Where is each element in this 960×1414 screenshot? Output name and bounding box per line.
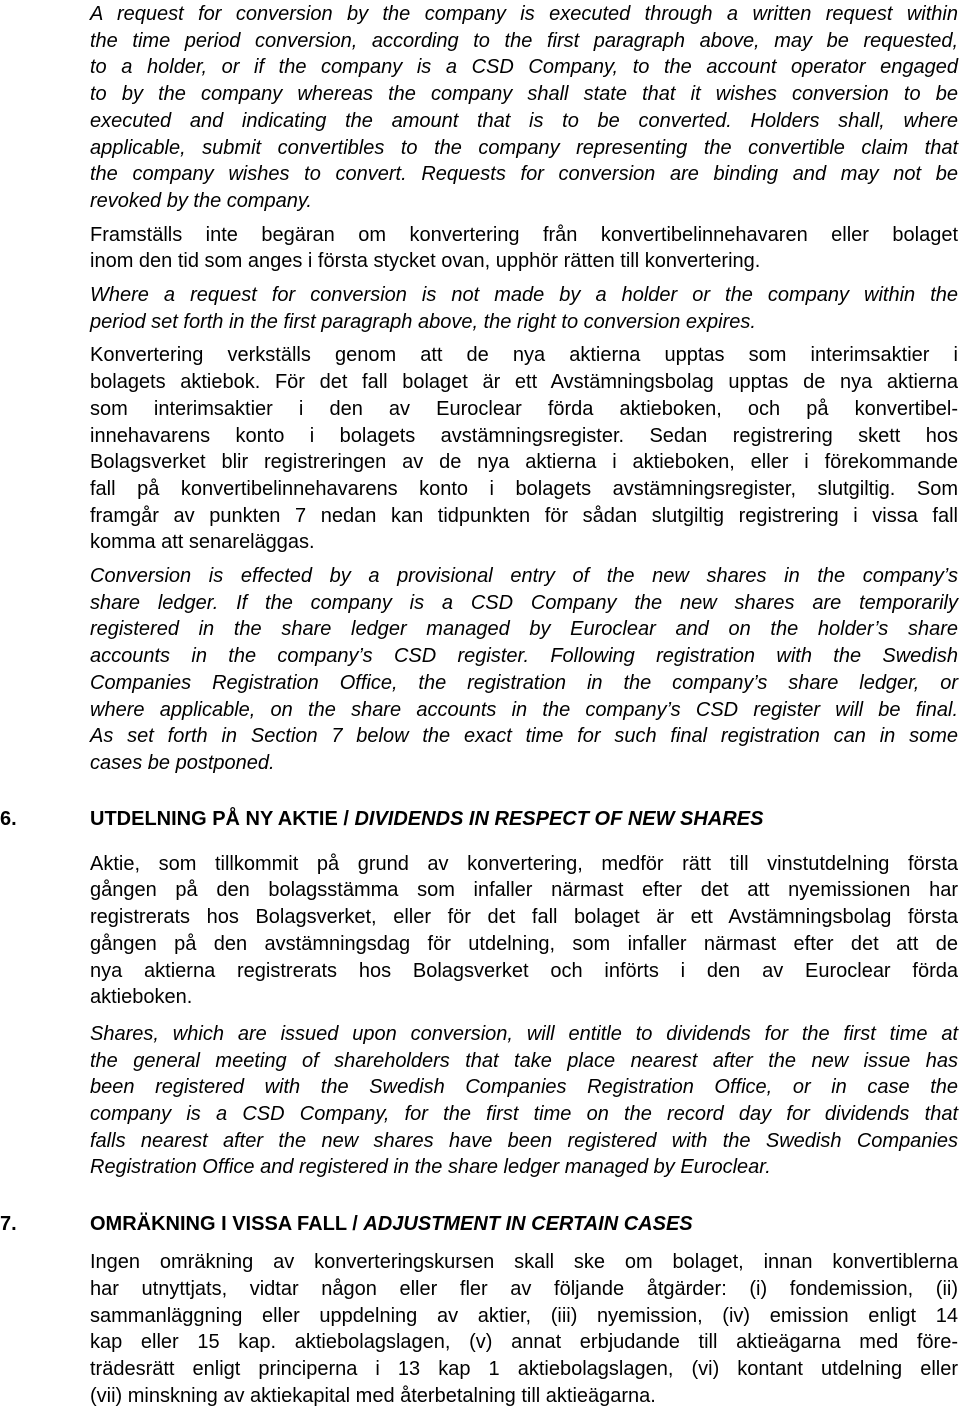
- section-number: 7.: [0, 1213, 17, 1236]
- text-line: Conversion is effected by a provisional entry of the new shares in the company’s: [90, 565, 958, 588]
- text-line: registered in the share ledger managed by Euroclear and on the holder’s share: [90, 618, 958, 641]
- text-line: to a holder, or if the company is a CSD Company, to the account operator engaged: [90, 56, 958, 79]
- text-line: the company wishes to convert. Requests for conversion are binding and may not be: [90, 163, 958, 186]
- text-line: revoked by the company.: [90, 189, 312, 212]
- text-line: kap eller 15 kap. aktiebolagslagen, (v) annat erbjudande till aktieägarna med före-: [90, 1331, 958, 1354]
- section-6-heading: [0, 806, 958, 832]
- section-title-sv: OMRÄKNING I VISSA FALL: [90, 1213, 347, 1236]
- text-line: As set forth in Section 7 below the exact time for such final registration can in some: [90, 725, 958, 748]
- text-line: trädesrätt enligt principerna i 13 kap 1 aktiebolagslagen, (vi) kontant utdelning eller: [90, 1357, 958, 1380]
- paragraph-conversion-expiry-sv: [90, 222, 958, 275]
- text-line: company is a CSD Company, for the first time on the record day for dividends that: [90, 1103, 958, 1126]
- text-line: share ledger. If the company is a CSD Company the new shares are temporarily: [90, 591, 958, 614]
- section-title-en: DIVIDENDS IN RESPECT OF NEW SHARES: [354, 807, 764, 830]
- text-line: har utnyttjats, vidtar någon eller fler av följande åtgärder: (i) fondemission, (ii): [90, 1277, 958, 1300]
- text-line: executed and indicating the amount that is to be converted. Holders shall, where: [90, 109, 958, 132]
- text-line: to by the company whereas the company shall state that it wishes conversion to be: [90, 83, 958, 106]
- text-line: Where a request for conversion is not made by a holder or the company within the: [90, 284, 958, 307]
- text-line: aktieboken.: [90, 986, 193, 1009]
- text-line: the time period conversion, according to the first paragraph above, may be requested,: [90, 29, 958, 52]
- section-title-en: ADJUSTMENT IN CERTAIN CASES: [363, 1213, 693, 1236]
- text-line: som interimsaktier i den av Euroclear förda aktieboken, och på konvertibel-: [90, 397, 958, 420]
- paragraph-adjustment-sv: [90, 1249, 958, 1409]
- paragraph-dividends-en: [90, 1021, 958, 1181]
- text-line: bolagets aktiebok. För det fall bolaget är ett Avstämningsbolag upptas de nya aktierna: [90, 371, 958, 394]
- text-line: sammanläggning eller uppdelning av aktier, (iii) nyemission, (iv) emission enligt 14: [90, 1304, 958, 1327]
- paragraph-dividends-sv: [90, 851, 958, 1011]
- text-line: framgår av punkten 7 nedan kan tidpunkten för sådan slutgiltig registrering i vissa fall: [90, 504, 958, 527]
- text-line: Shares, which are issued upon conversion, will entitle to dividends for the first time at: [90, 1022, 958, 1045]
- text-line: falls nearest after the new shares have been registered with the Swedish Companies: [90, 1129, 958, 1152]
- text-line: registrerats hos Bolagsverket, eller för det fall bolaget är ett Avstämningsbolag första: [90, 906, 958, 929]
- section-number: 6.: [0, 807, 17, 830]
- paragraph-conversion-effect-en: [90, 563, 958, 777]
- text-line: nya aktierna registrerats hos Bolagsverket och införts i den av Euroclear förda: [90, 959, 958, 982]
- section-title-separator: /: [337, 807, 355, 830]
- text-line: (vii) minskning av aktiekapital med återbetalning till aktieägarna.: [90, 1384, 656, 1407]
- text-line: gången på den bolagsstämma som infaller närmast efter det att nyemissionen har: [90, 879, 958, 902]
- paragraph-conversion-effect-sv: [90, 342, 958, 556]
- text-line: Registration Office and registered in the share ledger managed by Euroclear.: [90, 1156, 771, 1179]
- text-line: Ingen omräkning av konverteringskursen skall ske om bolaget, innan konvertiblerna: [90, 1251, 958, 1274]
- text-line: komma att senareläggas.: [90, 531, 315, 554]
- text-line: Bolagsverket blir registreringen av de nya aktierna i aktieboken, eller i förekommande: [90, 451, 958, 474]
- text-line: A request for conversion by the company is executed through a written request within: [90, 3, 958, 25]
- text-line: the general meeting of shareholders that take place nearest after the new issue has: [90, 1049, 958, 1072]
- section-title-separator: /: [346, 1213, 364, 1236]
- text-line: where applicable, on the share accounts in the company’s CSD register will be final.: [90, 698, 958, 721]
- section-title-sv: UTDELNING PÅ NY AKTIE: [90, 807, 338, 830]
- text-line: inom den tid som anges i första stycket ovan, upphör rätten till konvertering.: [90, 250, 761, 273]
- text-line: Aktie, som tillkommit på grund av konvertering, medför rätt till vinstutdelning första: [90, 852, 958, 875]
- text-line: applicable, submit convertibles to the company representing the convertible claim that: [90, 136, 958, 159]
- text-line: accounts in the company’s CSD register. Following registration with the Swedish: [90, 645, 958, 668]
- paragraph-conversion-expiry-en: [90, 282, 958, 335]
- text-line: innehavarens konto i bolagets avstämningsregister. Sedan registrering skett hos: [90, 424, 958, 447]
- text-line: Framställs inte begäran om konvertering från konvertibelinnehavaren eller bolaget: [90, 223, 958, 246]
- text-line: period set forth in the first paragraph above, the right to conversion expires.: [90, 310, 756, 333]
- text-line: Companies Registration Office, the registration in the company’s share ledger, or: [90, 671, 958, 694]
- text-line: fall på konvertibelinnehavarens konto i bolagets avstämningsregister, slutgiltig. Som: [90, 477, 958, 500]
- text-line: been registered with the Swedish Companies Registration Office, or in case the: [90, 1076, 958, 1099]
- text-line: Konvertering verkställs genom att de nya aktierna upptas som interimsaktier i: [90, 344, 958, 367]
- text-line: cases be postponed.: [90, 751, 275, 774]
- paragraph-conversion-request-en: [90, 1, 958, 215]
- text-line: gången på den avstämningsdag för utdelning, som infaller närmast efter det att de: [90, 932, 958, 955]
- section-7-heading: [0, 1211, 958, 1237]
